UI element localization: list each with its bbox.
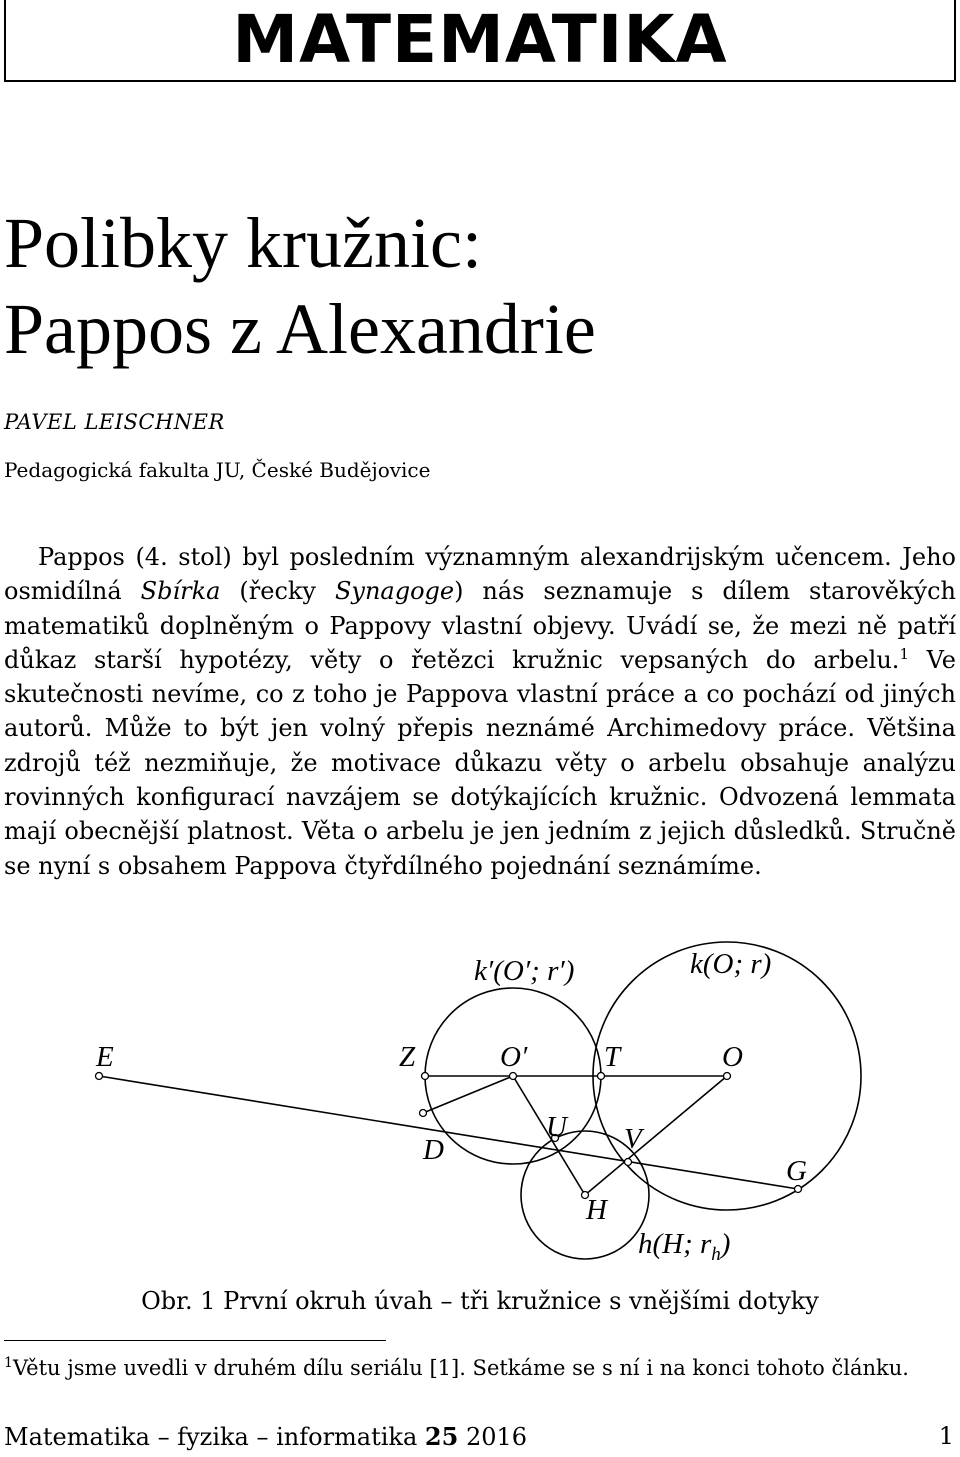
title-line-2: Pappos z Alexandrie (4, 289, 596, 369)
label-D: D (423, 1134, 444, 1166)
page-number: 1 (938, 1422, 954, 1450)
label-h: h(H; $r_h$) (638, 1228, 731, 1265)
label-O-prime: O′ (500, 1041, 528, 1073)
point-D (420, 1110, 427, 1117)
figure-pappos (0, 930, 960, 1280)
point-T (598, 1073, 605, 1080)
point-O (724, 1073, 731, 1080)
paragraph: Pappos (4. stol) byl posledním významným alexandrijským učencem. Jeho osmidílná Sbírka (řecky Synagoge) nás seznamuje s dílem starověkých matematiků doplněným o Pappovy vlastní objevy. Uvádí se, že mezi ně patří důkaz starší hypotézy, věty o řetězci kružnic vepsaných do arbelu.$^1$ Ve skutečnosti nevíme, co z toho je Pappova vlastní práce a co pochází od jiných autorů. Může to být jen volný přepis neznámé Archimedovy práce. Většina zdrojů též nezmiňuje, že motivace důkazu věty o arbelu obsahuje analýzu rovinných konfigurací navzájem se dotýkajících kružnic. Odvozená lemmata mají obecnější platnost. Věta o arbelu je jen jedním z jejich důsledků. Stručně se nyní s obsahem Pappova čtyřdílného pojednání seznámíme. (4, 543, 957, 880)
footnote-text: Větu jsme uvedli v druhém dílu seriálu [1]. Setkáme se s ní i na konci tohoto článku. (12, 1356, 909, 1380)
point-O-prime (510, 1073, 517, 1080)
article-body (4, 540, 956, 883)
label-E: E (96, 1041, 114, 1073)
label-T: T (604, 1041, 621, 1073)
label-k: k(O; r) (690, 948, 772, 980)
author-affiliation: Pedagogická fakulta JU, České Budějovice (4, 458, 431, 482)
author-name: PAVEL LEISCHNER (4, 410, 225, 434)
journal-banner (4, 0, 956, 82)
banner-title: MATEMATIKA (232, 1, 728, 78)
title-line-1: Polibky kružnic: (4, 203, 482, 283)
label-G: G (786, 1155, 807, 1187)
volume-number: 25 (424, 1422, 459, 1451)
segment-O-prime-D (423, 1076, 513, 1113)
label-H: H (586, 1194, 607, 1226)
label-U: U (546, 1111, 567, 1143)
point-E (96, 1073, 103, 1080)
article-title (4, 200, 596, 372)
footnote-marker[interactable]: 1 (899, 644, 909, 663)
footnote-number: 1 (4, 1355, 13, 1371)
label-V: V (624, 1123, 642, 1155)
point-Z (422, 1073, 429, 1080)
footnote-divider (4, 1340, 386, 1341)
label-Z: Z (399, 1041, 416, 1073)
journal-info: Matematika – fyzika – informatika 25 2016 (4, 1422, 528, 1451)
line-EG (99, 1076, 798, 1189)
label-k-prime: k′(O′; r′) (474, 955, 575, 987)
point-V (625, 1159, 632, 1166)
figure-caption: Obr. 1 První okruh úvah – tři kružnice s vnějšími dotyky (141, 1287, 819, 1315)
footnote (4, 1348, 956, 1383)
synagoge-term: Synagoge (334, 577, 455, 606)
sbirka-term: Sbírka (140, 577, 221, 606)
label-O: O (722, 1041, 743, 1073)
page-footer (4, 1422, 954, 1451)
